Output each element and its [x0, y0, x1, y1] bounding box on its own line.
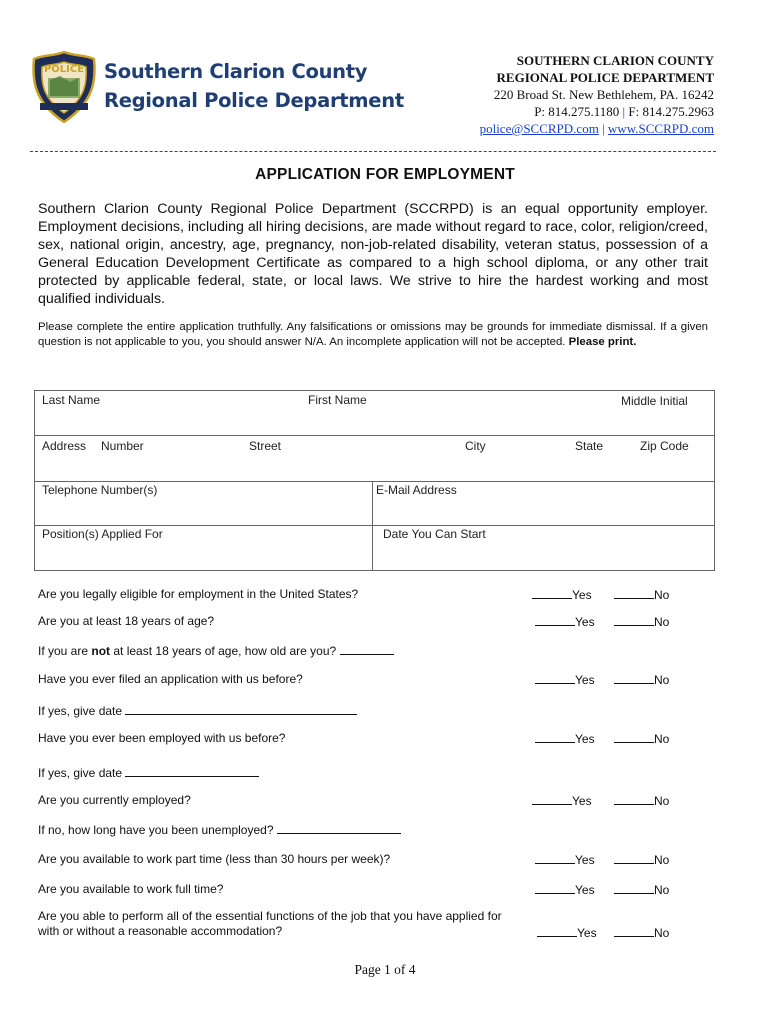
filed-date-label: If yes, give date: [38, 704, 123, 718]
age-18-no[interactable]: No: [614, 614, 669, 629]
column-divider: [372, 481, 373, 571]
answer-blank: [614, 587, 654, 599]
header-phone: P: 814.275.1180: [534, 104, 620, 119]
employed-before-yes[interactable]: Yes: [535, 731, 595, 746]
police-badge-logo: [30, 50, 98, 124]
telephone-field[interactable]: Telephone Number(s): [42, 483, 158, 497]
answer-blank: [614, 852, 654, 864]
page-number: Page 1 of 4: [354, 962, 416, 977]
answer-blank: [535, 614, 575, 626]
website-link[interactable]: www.SCCRPD.com: [607, 121, 714, 136]
address-label: Address: [42, 439, 87, 453]
row-divider: [35, 525, 714, 526]
filed-date-row: [38, 703, 357, 718]
answer-blank: [537, 925, 577, 937]
first-name-field[interactable]: First Name: [308, 393, 367, 407]
middle-initial-field[interactable]: Middle Initial: [621, 394, 688, 408]
separator: |: [622, 104, 626, 119]
employed-date-label: If yes, give date: [38, 766, 123, 780]
instructions-bold: Please print.: [568, 336, 637, 348]
answer-blank: [532, 793, 572, 805]
unemployed-duration-label: If no, how long have you been unemployed?: [38, 823, 274, 837]
answer-blank: [614, 925, 654, 937]
answer-blank: [614, 672, 654, 684]
header-contact-links: [480, 120, 714, 137]
applicant-info-form: [34, 390, 715, 571]
question-eligible: Are you legally eligible for employment in the United States?: [38, 587, 359, 601]
employed-before-no[interactable]: No: [614, 731, 669, 746]
employed-date-input[interactable]: [125, 765, 259, 777]
header-org-name-1: SOUTHERN CLARION COUNTY: [516, 53, 714, 68]
answer-blank: [535, 672, 575, 684]
part-time-no[interactable]: No: [614, 852, 669, 867]
org-name-line1: Southern Clarion County: [104, 60, 368, 83]
essential-functions-yes[interactable]: Yes: [537, 925, 597, 940]
full-time-no[interactable]: No: [614, 882, 669, 897]
answer-blank: [614, 731, 654, 743]
filed-date-input[interactable]: [125, 703, 357, 715]
zip-code-field[interactable]: Zip Code: [640, 439, 689, 453]
question-part-time: Are you available to work part time (less than 30 hours per week)?: [38, 852, 391, 866]
row-divider: [35, 435, 714, 436]
eligible-yes[interactable]: Yes: [532, 587, 592, 602]
org-name-line2: Regional Police Department: [104, 89, 404, 112]
instructions-text: Please complete the entire application truthfully. Any falsifications or omissions may be grounds for immediate dismissal. If a given question is not applicable to you, you should answer N/A. An incomplete application will not be accepted.: [38, 321, 708, 348]
header-phone-fax: [534, 103, 714, 120]
eligible-no[interactable]: No: [614, 587, 669, 602]
header-org-name-2: REGIONAL POLICE DEPARTMENT: [496, 70, 714, 85]
question-full-time: Are you available to work full time?: [38, 882, 224, 896]
instructions-paragraph: [38, 320, 708, 350]
how-old-input[interactable]: [340, 643, 394, 655]
header-divider: [30, 151, 716, 152]
question-filed-before: Have you ever filed an application with us before?: [38, 672, 303, 686]
badge-text: POLICE: [43, 64, 85, 75]
question-age-18: Are you at least 18 years of age?: [38, 614, 215, 628]
age-18-yes[interactable]: Yes: [535, 614, 595, 629]
answer-blank: [535, 852, 575, 864]
currently-employed-no[interactable]: No: [614, 793, 669, 808]
question-employed-before: Have you ever been employed with us before?: [38, 731, 286, 745]
last-name-field[interactable]: Last Name: [42, 393, 101, 407]
question-how-old: If you are not at least 18 years of age, how old are you?: [38, 643, 394, 658]
question-essential-functions: [38, 909, 502, 939]
page-title: APPLICATION FOR EMPLOYMENT: [255, 166, 515, 183]
header-address: 220 Broad St. New Bethlehem, PA. 16242: [493, 87, 714, 102]
part-time-yes[interactable]: Yes: [535, 852, 595, 867]
header-fax: F: 814.275.2963: [628, 104, 714, 119]
unemployed-duration-input[interactable]: [277, 822, 401, 834]
currently-employed-yes[interactable]: Yes: [532, 793, 592, 808]
filed-before-yes[interactable]: Yes: [535, 672, 595, 687]
essential-functions-line2: with or without a reasonable accommodation?: [38, 924, 283, 938]
filed-before-no[interactable]: No: [614, 672, 669, 687]
row-divider: [35, 481, 714, 482]
separator: |: [602, 121, 605, 136]
city-field[interactable]: City: [465, 439, 486, 453]
answer-blank: [614, 793, 654, 805]
positions-applied-field[interactable]: Position(s) Applied For: [42, 527, 163, 541]
email-link[interactable]: police@SCCRPD.com: [479, 121, 599, 136]
address-number-field[interactable]: Number: [101, 439, 144, 453]
essential-functions-no[interactable]: No: [614, 925, 669, 940]
state-field[interactable]: State: [575, 439, 604, 453]
essential-functions-line1: Are you able to perform all of the essential functions of the job that you have applied for: [38, 909, 502, 923]
email-field[interactable]: E-Mail Address: [376, 483, 457, 497]
answer-blank: [614, 882, 654, 894]
answer-blank: [535, 882, 575, 894]
intro-paragraph: Southern Clarion County Regional Police Department (SCCRPD) is an equal opportunity employer. Employment decisions, including all hiring decisions, are made without regard to race, color, religion/creed, sex, national origin, ancestry, age, pregnancy, non-job-related disability, veteran status, possession of a General Education Development Certificate as compared to a high school diploma, or any other trait protected by applicable federal, state, or local laws. We strive to hire the hardest working and most qualified individuals.: [38, 201, 708, 307]
question-currently-employed: Are you currently employed?: [38, 793, 191, 807]
answer-blank: [535, 731, 575, 743]
answer-blank: [532, 587, 572, 599]
start-date-field[interactable]: Date You Can Start: [383, 527, 486, 541]
answer-blank: [614, 614, 654, 626]
street-field[interactable]: Street: [249, 439, 282, 453]
employed-date-row: [38, 765, 259, 780]
unemployed-duration-row: [38, 822, 401, 837]
full-time-yes[interactable]: Yes: [535, 882, 595, 897]
